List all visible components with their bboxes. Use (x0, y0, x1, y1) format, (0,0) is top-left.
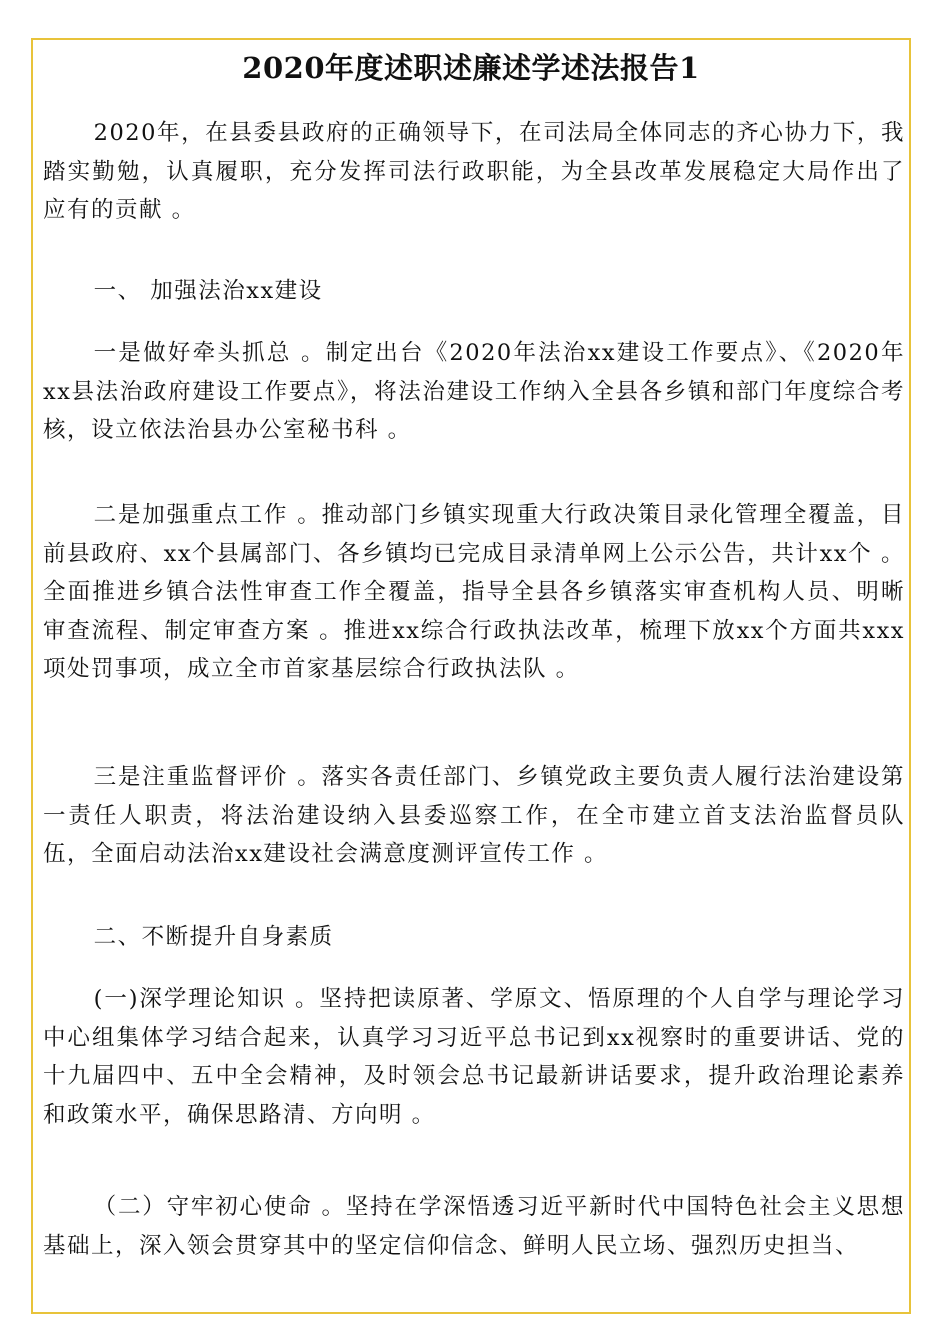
section2-item-1: (一)深学理论知识 。坚持把读原著、学原文、悟原理的个人自学与理论学习中心组集体学习结合起来，认真学习习近平总书记到xx视察时的重要讲话、党的十九届四中、五中全会精神，及时领会总书记最新讲话要求，提升政治理论素养和政策水平，确保思路清、方向明 。 (43, 986, 905, 1128)
section-heading-2: 二、不断提升自身素质 (93, 924, 334, 950)
section1-item-2: 二是加强重点工作 。推动部门乡镇实现重大行政决策目录化管理全覆盖，目前县政府、xx个县属部门、各乡镇均已完成目录清单网上公示公告，共计xx个 。全面推进乡镇合法性审查工作全覆盖，指导全县各乡镇落实审查机构人员、明晰审查流程、制定审查方案 。推进xx综合行政执法改革，梳理下放xx个方面共xxx项处罚事项，成立全市首家基层综合行政执法队 。 (43, 502, 905, 682)
section-heading-1: 一、 加强法治xx建设 (93, 278, 323, 304)
intro-paragraph: 2020年，在县委县政府的正确领导下，在司法局全体同志的齐心协力下，我踏实勤勉，认真履职，充分发挥司法行政职能，为全县改革发展稳定大局作出了应有的贡献 。 (43, 120, 905, 223)
section2-item-2: （二）守牢初心使命 。坚持在学深悟透习近平新时代中国特色社会主义思想基础上，深入领会贯穿其中的坚定信仰信念、鲜明人民立场、强烈历史担当、 (43, 1194, 905, 1259)
section1-item-3: 三是注重监督评价 。落实各责任部门、乡镇党政主要负责人履行法治建设第一责任人职责，将法治建设纳入县委巡察工作，在全市建立首支法治监督员队伍，全面启动法治xx建设社会满意度测评宣传工作 。 (43, 764, 905, 867)
document-title: 2020年度述职述廉述学述法报告1 (242, 51, 700, 85)
section1-item-1: 一是做好牵头抓总 。制定出台《2020年法治xx建设工作要点》、《2020年xx县法治政府建设工作要点》，将法治建设工作纳入全县各乡镇和部门年度综合考核，设立依法治县办公室秘书科 。 (43, 340, 905, 443)
